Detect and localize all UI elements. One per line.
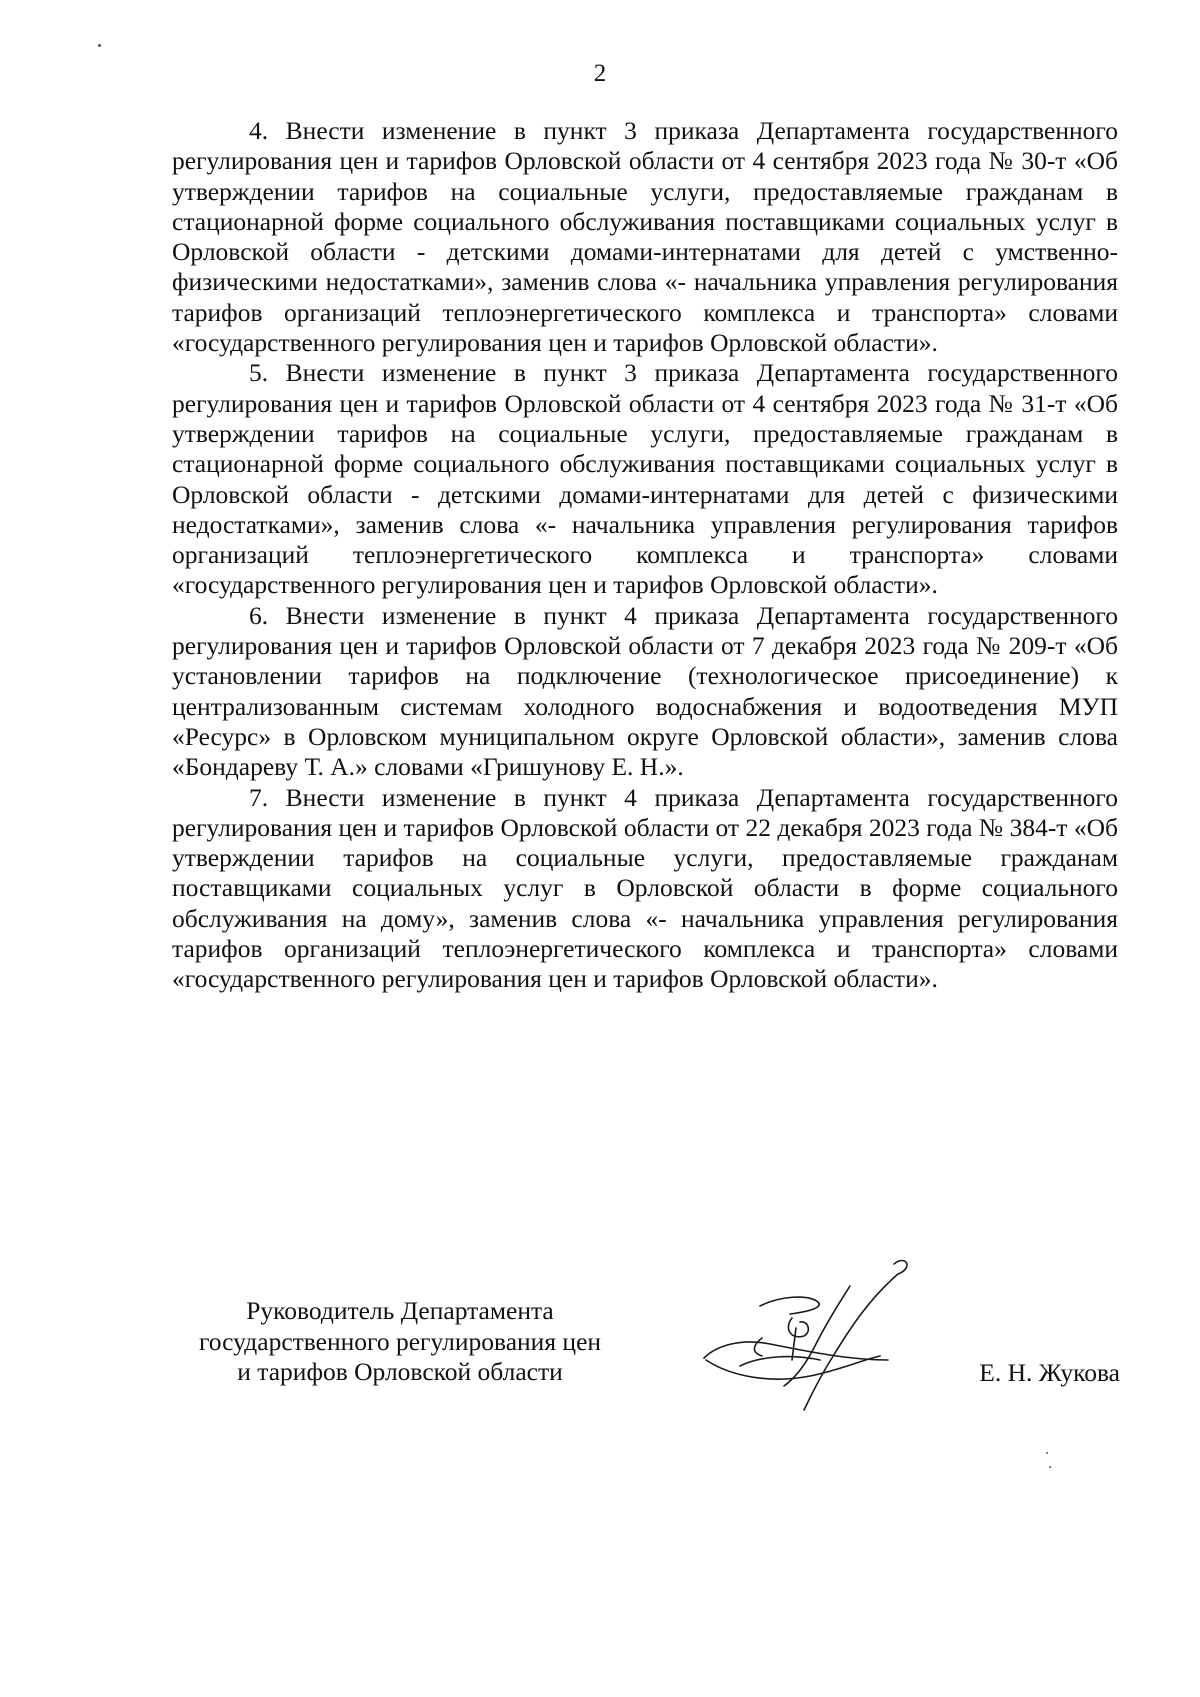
document-body: [172, 116, 1118, 995]
signatory-name: Е. Н. Жукова: [979, 1358, 1120, 1387]
signatory-position-line: и тарифов Орловской области: [237, 1357, 563, 1386]
signature-block: [160, 1296, 1120, 1456]
scan-speck: [1046, 1452, 1048, 1454]
paragraph-item-7: 7. Внести изменение в пункт 4 приказа Департамента государственного регулирования цен и тарифов Орловской области от 22 декабря 2023 года № 384-т «Об утверждении тарифов на социальные услуги, предоставляемые гражданам поставщиками социальных услуг в Орловской области в форме социального обслуживания на дому», заменив слова «- начальника управления регулирования тарифов организаций теплоэнергетического комплекса и транспорта» словами «государственного регулирования цен и тарифов Орловской области».: [172, 782, 1118, 994]
paragraph-item-5: 5. Внести изменение в пункт 3 приказа Департамента государственного регулирования цен и тарифов Орловской области от 4 сентября 2023 года № 31-т «Об утверждении тарифов на социальные услуги, предоставляемые гражданам в стационарной форме социального обслуживания поставщиками социальных услуг в Орловской области - детскими домами-интернатами для детей с физическими недостатками», заменив слова «- начальника управления регулирования тарифов организаций теплоэнергетического комплекса и транспорта» словами «государственного регулирования цен и тарифов Орловской области».: [172, 358, 1118, 600]
handwritten-signature: [700, 1248, 930, 1428]
signatory-position-line: государственного регулирования цен: [198, 1326, 602, 1356]
scan-speck: [1049, 1466, 1051, 1468]
paragraph-item-6: 6. Внести изменение в пункт 4 приказа Департамента государственного регулирования цен и тарифов Орловской области от 7 декабря 2023 года № 209-т «Об установлении тарифов на подключение (технологическое присоединение) к централизованным системам холодного водоснабжения и водоотведения МУП «Ресурс» в Орловском муниципальном округе Орловской области», заменив слова «Бондареву Т. А.» словами «Гришунову Е. Н.».: [172, 600, 1118, 782]
signatory-position: [160, 1296, 640, 1388]
page-number: 2: [593, 60, 607, 87]
scan-speck: [98, 44, 101, 47]
signatory-position-line: Руководитель Департамента: [246, 1296, 554, 1325]
paragraph-item-4: 4. Внести изменение в пункт 3 приказа Департамента государственного регулирования цен и тарифов Орловской области от 4 сентября 2023 года № 30-т «Об утверждении тарифов на социальные услуги, предоставляемые гражданам в стационарной форме социального обслуживания поставщиками социальных услуг в Орловской области - детскими домами-интернатами для детей с умственно-физическими недостатками», заменив слова «- начальника управления регулирования тарифов организаций теплоэнергетического комплекса и транспорта» словами «государственного регулирования цен и тарифов Орловской области».: [172, 116, 1118, 358]
